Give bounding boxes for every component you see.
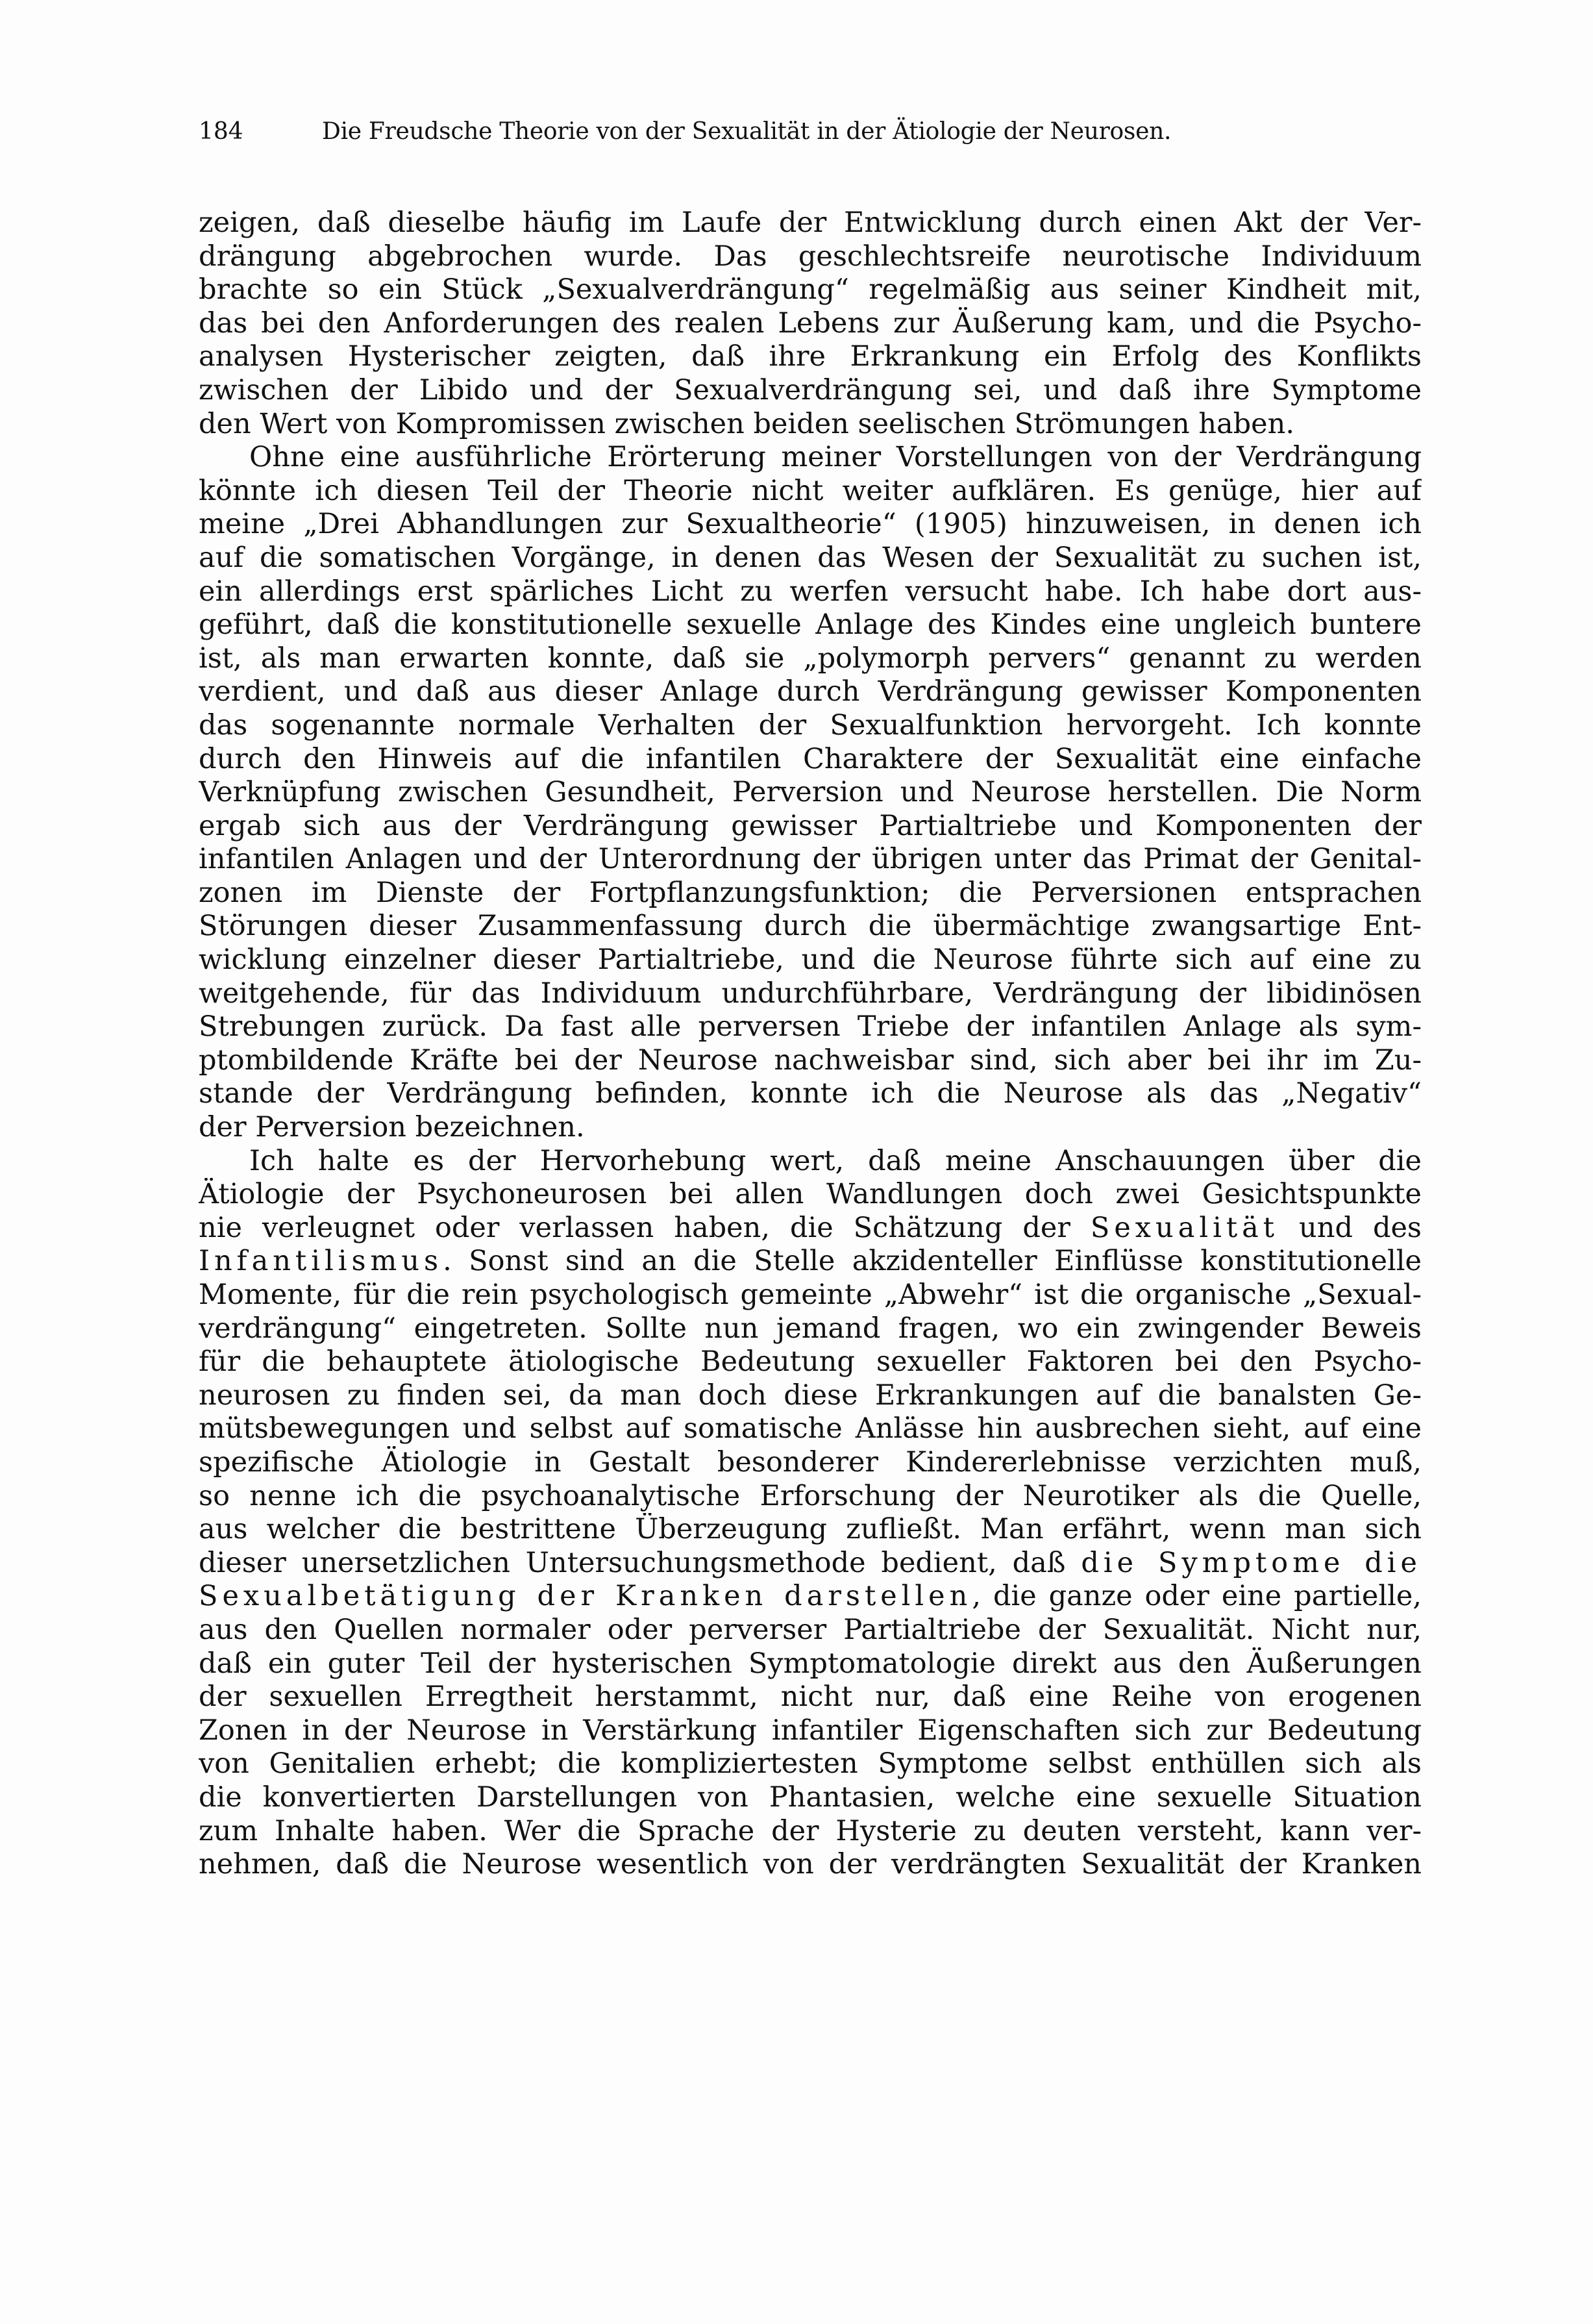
text-line — [199, 1379, 1422, 1413]
line-text: mütsbewegungen und selbst auf somatische Anlässe hin ausbrechen sieht, auf eine — [199, 1412, 1422, 1445]
line-text: der sexuellen Erregtheit herstammt, nicht nur, daß eine Reihe von erogenen — [199, 1681, 1422, 1714]
line-text: den Wert von Kompromissen zwischen beiden seelischen Strömungen haben. — [199, 407, 1294, 440]
text-line — [199, 1848, 1422, 1882]
line-text: das bei den Anforderungen des realen Lebens zur Äußerung kam, und die Psycho- — [199, 306, 1422, 340]
spaced-emphasis: Sexualbetätigung der Kranken darstellen — [199, 1580, 972, 1613]
line-text: , die ganze oder eine partielle, — [972, 1580, 1422, 1613]
text-line — [199, 1547, 1422, 1581]
spaced-emphasis: Infantilismus — [199, 1245, 443, 1278]
text-line — [199, 1345, 1422, 1379]
line-text: brachte so ein Stück „Sexualverdrängung“ regelmäßig aus seiner Kindheit mit, — [199, 273, 1422, 306]
text-line — [199, 675, 1422, 709]
line-text: und des — [1279, 1211, 1422, 1244]
text-line — [199, 1580, 1422, 1614]
text-line — [199, 1412, 1422, 1446]
text-line — [199, 542, 1422, 575]
text-line — [199, 475, 1422, 508]
line-text: ein allerdings erst spärliches Licht zu werfen versucht habe. Ich habe dort aus- — [199, 575, 1422, 608]
line-text: so nenne ich die psychoanalytische Erforschung der Neurotiker als die Quelle, — [199, 1479, 1422, 1512]
text-line — [199, 408, 1422, 442]
text-line — [199, 1747, 1422, 1781]
line-text: die konvertierten Darstellungen von Phantasien, welche eine sexuelle Situation — [199, 1780, 1422, 1814]
text-line — [199, 877, 1422, 910]
line-text: Ich halte es der Hervorhebung wert, daß meine Anschauungen über die — [249, 1144, 1422, 1177]
line-text: stande der Verdrängung befinden, konnte ich die Neurose als das „Negativ“ — [199, 1077, 1422, 1110]
line-text: meine „Drei Abhandlungen zur Sexualtheorie“ (1905) hinzuweisen, in denen ich — [199, 508, 1422, 541]
text-line — [199, 1212, 1422, 1245]
line-text: durch den Hinweis auf die infantilen Charaktere der Sexualität eine einfache — [199, 742, 1422, 775]
text-line — [199, 977, 1422, 1011]
text-line — [199, 843, 1422, 877]
text-line — [199, 374, 1422, 408]
text-line — [199, 575, 1422, 609]
line-text: Verknüpfung zwischen Gesundheit, Perversion und Neurose herstellen. Die Norm — [199, 776, 1422, 809]
line-text: Momente, für die rein psychologisch gemeinte „Abwehr“ ist die organische „Sexual- — [199, 1279, 1422, 1311]
line-text: zwischen der Libido und der Sexualverdrängung sei, und daß ihre Symptome — [199, 373, 1422, 406]
text-line — [199, 206, 1422, 240]
line-text: zum Inhalte haben. Wer die Sprache der Hysterie zu deuten versteht, kann ver- — [199, 1814, 1422, 1847]
text-line — [199, 1245, 1422, 1279]
line-text: auf die somatischen Vorgänge, in denen das Wesen der Sexualität zu suchen ist, — [199, 541, 1422, 574]
spaced-emphasis: Sexualität — [1090, 1211, 1279, 1244]
line-text: nehmen, daß die Neurose wesentlich von der verdrängten Sexualität der Kranken — [199, 1848, 1422, 1881]
line-text: drängung abgebrochen wurde. Das geschlechtsreife neurotische Individuum — [199, 240, 1422, 273]
text-line — [199, 1781, 1422, 1815]
line-text: daß ein guter Teil der hysterischen Symptomatologie direkt aus den Äußerungen — [199, 1647, 1422, 1680]
line-text: nie verleugnet oder verlassen haben, die Schätzung der — [199, 1211, 1091, 1244]
text-line — [199, 307, 1422, 341]
running-head — [199, 116, 1367, 148]
body-text — [199, 206, 1422, 1882]
text-line — [199, 1312, 1422, 1346]
line-text: könnte ich diesen Teil der Theorie nicht weiter aufklären. Es genüge, hier auf — [199, 474, 1422, 507]
text-line — [199, 1714, 1422, 1748]
line-text: Störungen dieser Zusammenfassung durch die übermächtige zwangsartige Ent- — [199, 910, 1422, 943]
text-line — [199, 1480, 1422, 1514]
spaced-emphasis: die Symptome die — [1081, 1546, 1422, 1579]
line-text: zeigen, daß dieselbe häufig im Laufe der Entwicklung durch einen Akt der Ver- — [199, 206, 1422, 239]
running-title: Die Freudsche Theorie von der Sexualität in der Ätiologie der Neurosen. — [322, 118, 1172, 145]
line-text: ergab sich aus der Verdrängung gewisser Partialtriebe und Komponenten der — [199, 809, 1422, 842]
line-text: der Perversion bezeichnen. — [199, 1111, 585, 1144]
text-line — [199, 910, 1422, 943]
line-text: Strebungen zurück. Da fast alle perversen Triebe der infantilen Anlage als sym- — [199, 1010, 1422, 1043]
line-text: analysen Hysterischer zeigten, daß ihre Erkrankung ein Erfolg des Konflikts — [199, 340, 1422, 373]
line-text: weitgehende, für das Individuum undurchführbare, Verdrängung der libidinösen — [199, 977, 1422, 1010]
line-text: zonen im Dienste der Fortpflanzungsfunktion; die Perversionen entsprachen — [199, 876, 1422, 909]
line-text: aus den Quellen normaler oder perverser Partialtriebe der Sexualität. Nicht nur, — [199, 1613, 1422, 1646]
line-text: Ohne eine ausführliche Erörterung meiner Vorstellungen von der Verdrängung — [249, 441, 1422, 474]
line-text: infantilen Anlagen und der Unterordnung der übrigen unter das Primat der Genital- — [199, 843, 1422, 876]
line-text: neurosen zu finden sei, da man doch diese Erkrankungen auf die banalsten Ge- — [199, 1379, 1422, 1412]
text-line — [199, 1279, 1422, 1312]
text-line — [199, 1010, 1422, 1044]
line-text: das sogenannte normale Verhalten der Sexualfunktion hervorgeht. Ich konnte — [199, 708, 1422, 742]
line-text: ist, als man erwarten konnte, daß sie „polymorph pervers“ genannt zu werden — [199, 642, 1422, 675]
line-text: verdient, und daß aus dieser Anlage durch Verdrängung gewisser Komponenten — [199, 675, 1422, 708]
line-text: geführt, daß die konstitutionelle sexuelle Anlage des Kindes eine ungleich buntere — [199, 608, 1422, 642]
page-number: 184 — [199, 118, 243, 145]
text-line — [199, 943, 1422, 977]
text-line — [199, 240, 1422, 274]
text-line — [199, 1647, 1422, 1681]
line-text: Ätiologie der Psychoneurosen bei allen Wandlungen doch zwei Gesichtspunkte — [199, 1178, 1422, 1211]
text-line — [199, 1513, 1422, 1547]
text-line — [199, 441, 1422, 475]
text-line — [199, 1044, 1422, 1078]
text-line — [199, 608, 1422, 642]
line-text: aus welcher die bestrittene Überzeugung zufließt. Man erfährt, wenn man sich — [199, 1513, 1422, 1546]
text-line — [199, 508, 1422, 542]
line-text: spezifische Ätiologie in Gestalt besonderer Kindererlebnisse verzichten muß, — [199, 1445, 1422, 1479]
text-line — [199, 709, 1422, 743]
line-text: wicklung einzelner dieser Partialtriebe, und die Neurose führte sich auf eine zu — [199, 943, 1422, 977]
text-line — [199, 340, 1422, 374]
text-line — [199, 776, 1422, 810]
text-line — [199, 1145, 1422, 1179]
text-line — [199, 1815, 1422, 1849]
text-line — [199, 1446, 1422, 1480]
line-text: Zonen in der Neurose in Verstärkung infantiler Eigenschaften sich zur Bedeutung — [199, 1714, 1422, 1747]
text-line — [199, 1178, 1422, 1212]
text-line — [199, 1614, 1422, 1647]
line-text: von Genitalien erhebt; die kompliziertesten Symptome selbst enthüllen sich als — [199, 1747, 1422, 1780]
text-line — [199, 1681, 1422, 1714]
line-text: ptombildende Kräfte bei der Neurose nachweisbar sind, sich aber bei ihr im Zu- — [199, 1043, 1422, 1077]
line-text: verdrängung“ eingetreten. Sollte nun jemand fragen, wo ein zwingender Beweis — [199, 1312, 1422, 1345]
text-line — [199, 810, 1422, 843]
line-text: . Sonst sind an die Stelle akzidenteller Einflüsse konstitutionelle — [443, 1245, 1422, 1278]
text-line — [199, 1111, 1422, 1145]
text-line — [199, 743, 1422, 777]
text-line — [199, 1077, 1422, 1111]
line-text: dieser unersetzlichen Untersuchungsmethode bedient, daß — [199, 1546, 1081, 1579]
line-text: für die behauptete ätiologische Bedeutung sexueller Faktoren bei den Psycho- — [199, 1345, 1422, 1379]
text-line — [199, 642, 1422, 676]
text-line — [199, 273, 1422, 307]
